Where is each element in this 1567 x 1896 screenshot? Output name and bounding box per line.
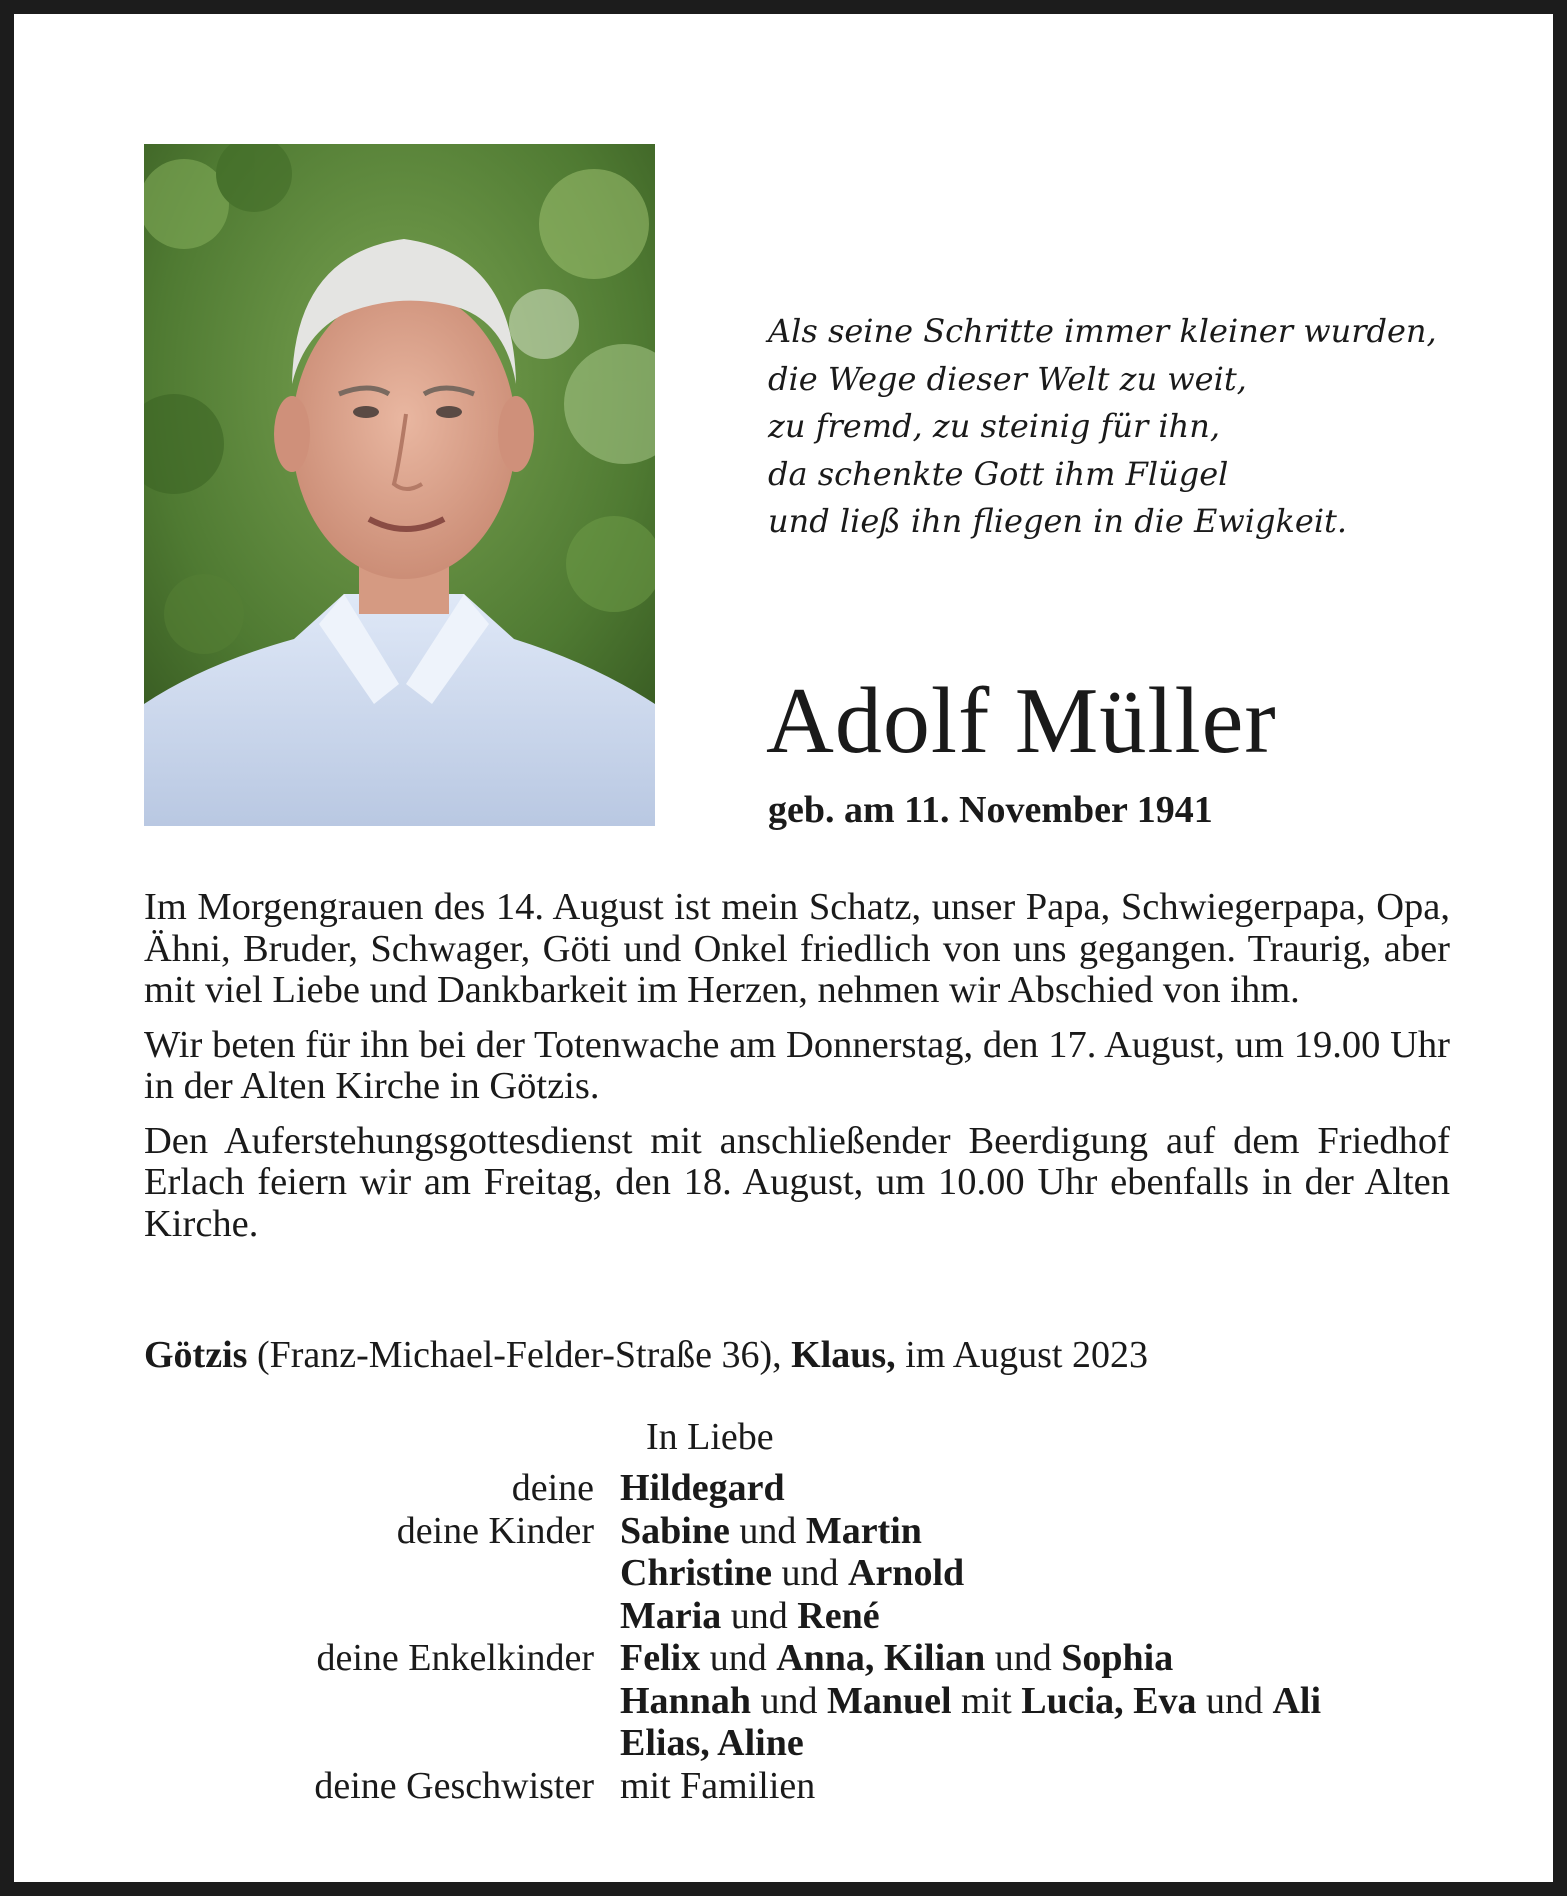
announcement-paragraph: Im Morgengrauen des 14. August ist mein Schatz, unser Papa, Schwiegerpapa, Opa, Ähni, Bruder, Schwager, Göti und Onkel friedlich von uns gegangen. Traurig, aber mit viel Liebe und Dankbarkeit im Herzen, nehmen wir Abschied von ihm. <box>144 886 1450 1011</box>
family-member-name: Manuel <box>826 1679 952 1722</box>
connector-text: mit <box>951 1679 1022 1722</box>
family-names <box>620 1765 815 1808</box>
family-relation: deine Geschwister <box>314 1764 594 1807</box>
connector-text: und <box>985 1637 1062 1679</box>
family-relation <box>144 1552 620 1595</box>
place-address: (Franz-Michael-Felder-Straße 36), <box>247 1334 792 1376</box>
family-row <box>144 1510 1464 1553</box>
family-member-name: Lucia, Eva <box>1021 1679 1197 1722</box>
family-member-name: Ali <box>1272 1679 1322 1722</box>
family-member-name: Felix <box>620 1637 701 1679</box>
connector-text: und <box>700 1637 777 1679</box>
announcement-text <box>144 887 1450 1258</box>
family-relation: deine Enkelkinder <box>316 1637 594 1679</box>
family-row <box>144 1765 1464 1808</box>
portrait-photo <box>144 144 655 826</box>
family-member-name: Anna, Kilian <box>776 1637 986 1679</box>
place-town-1: Götzis <box>144 1334 248 1376</box>
family-names <box>620 1595 880 1638</box>
family-relation <box>144 1680 620 1723</box>
connector-text: und <box>721 1594 798 1637</box>
connector-text: und <box>772 1552 848 1594</box>
family-member-name: Christine <box>620 1552 772 1594</box>
poem <box>768 308 1468 546</box>
family-member-name: Elias, Aline <box>620 1722 804 1764</box>
family-names <box>620 1637 1173 1680</box>
family-member-name: Hildegard <box>620 1467 785 1509</box>
poem-line: und ließ ihn fliegen in die Ewigkeit. <box>768 502 1348 540</box>
place-date-line <box>144 1332 1148 1378</box>
announcement-paragraph: Den Auferstehungsgottesdienst mit anschließender Beerdigung auf dem Friedhof Erlach feiern wir am Freitag, den 18. August, um 10.00 Uhr ebenfalls in der Alten Kirche. <box>144 1119 1450 1245</box>
place-date: im August 2023 <box>895 1334 1148 1376</box>
family-row <box>144 1595 1464 1638</box>
family-names <box>620 1510 922 1553</box>
portrait-image <box>144 144 655 826</box>
family-row <box>144 1722 1464 1765</box>
family-member-name: Sophia <box>1061 1637 1174 1679</box>
family-names <box>620 1552 964 1595</box>
family-names <box>620 1680 1321 1723</box>
poem-line: da schenkte Gott ihm Flügel <box>768 454 1229 493</box>
family-row <box>144 1552 1464 1595</box>
family-member-name: Martin <box>805 1509 922 1552</box>
family-relation: deine <box>511 1467 594 1509</box>
announcement-paragraph: Wir beten für ihn bei der Totenwache am Donnerstag, den 17. August, um 19.00 Uhr in der Alten Kirche in Götzis. <box>144 1023 1450 1107</box>
connector-text: und <box>1196 1679 1273 1722</box>
poem-line: Als seine Schritte immer kleiner wurden, <box>768 312 1437 350</box>
family-names <box>620 1722 804 1765</box>
family-member-name: René <box>797 1594 880 1637</box>
family-relation: deine Kinder <box>396 1509 594 1552</box>
in-liebe-label: In Liebe <box>646 1416 774 1458</box>
birth-date: geb. am 11. November 1941 <box>768 789 1213 831</box>
family-relation <box>144 1595 620 1638</box>
family-row <box>144 1680 1464 1723</box>
family-member-name: Hannah <box>620 1679 751 1722</box>
connector-text: mit Familien <box>620 1764 816 1807</box>
poem-line: die Wege dieser Welt zu weit, <box>768 359 1247 398</box>
deceased-name: Adolf Müller <box>766 669 1277 773</box>
family-member-name: Arnold <box>848 1552 965 1594</box>
family-member-name: Sabine <box>620 1509 730 1552</box>
family-member-name: Maria <box>620 1594 722 1637</box>
family-list <box>144 1467 1464 1807</box>
family-row <box>144 1637 1464 1680</box>
family-names <box>620 1467 785 1510</box>
connector-text: und <box>750 1679 827 1722</box>
family-row <box>144 1467 1464 1510</box>
place-town-2: Klaus, <box>791 1334 896 1376</box>
poem-line: zu fremd, zu steinig für ihn, <box>768 407 1221 445</box>
connector-text: und <box>729 1509 806 1552</box>
family-relation <box>144 1722 620 1765</box>
